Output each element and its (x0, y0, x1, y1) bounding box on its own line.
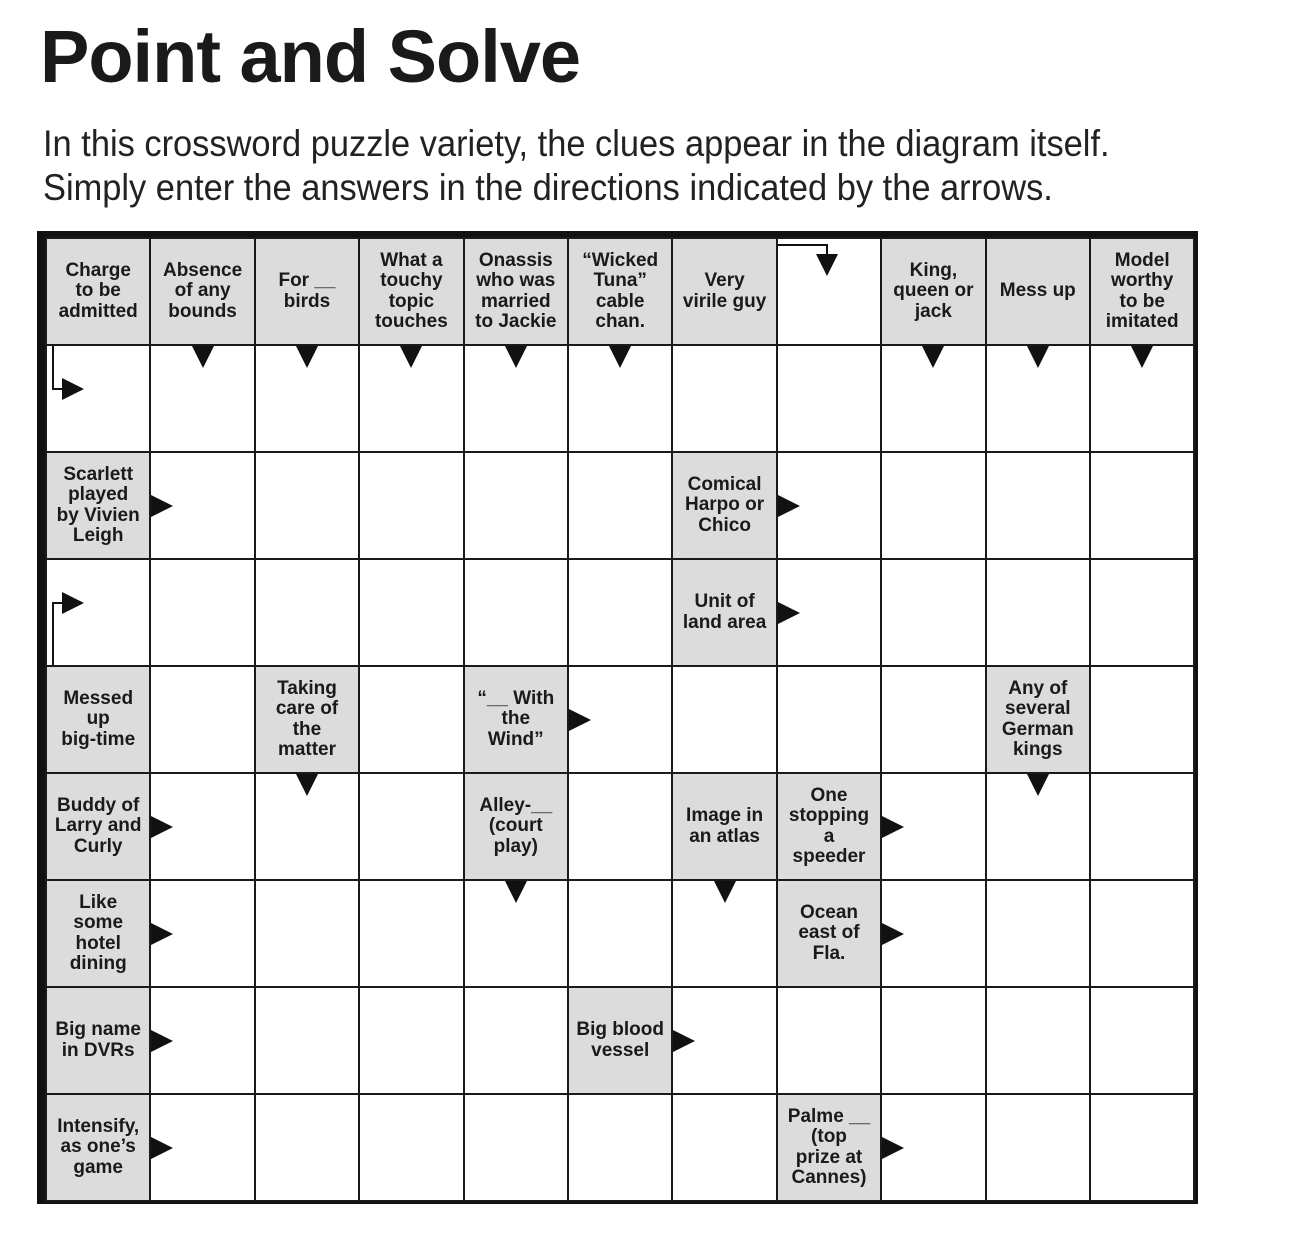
answer-cell[interactable] (985, 558, 1091, 667)
arrow-right-icon (673, 1030, 695, 1052)
clue-label: Messed up big-time (61, 687, 136, 750)
clue-cell (671, 558, 777, 667)
clue-label: Onassis who was married to Jackie (475, 249, 557, 332)
clue-text (673, 774, 775, 879)
answer-cell[interactable] (776, 986, 882, 1095)
answer-cell[interactable] (1089, 772, 1195, 881)
clue-cell (567, 986, 673, 1095)
clue-cell (776, 1093, 882, 1202)
arrow-stem (778, 244, 828, 246)
clue-cell (880, 237, 986, 346)
answer-cell[interactable] (1089, 879, 1195, 988)
answer-cell[interactable] (358, 451, 464, 560)
clue-label: “__ With the Wind” (477, 687, 555, 750)
puzzle-title: Point and Solve (40, 15, 581, 98)
answer-cell[interactable] (358, 665, 464, 774)
clue-cell (463, 237, 569, 346)
answer-cell[interactable] (358, 986, 464, 1095)
clue-cell (45, 665, 151, 774)
clue-cell (776, 772, 882, 881)
clue-cell (1089, 237, 1195, 346)
clue-label: One stopping a speeder (788, 784, 870, 867)
answer-cell[interactable] (880, 451, 986, 560)
answer-cell[interactable] (45, 344, 151, 453)
bent-arrow-down-icon (816, 254, 838, 276)
answer-cell[interactable] (880, 986, 986, 1095)
answer-cell[interactable] (254, 558, 360, 667)
answer-cell[interactable] (1089, 451, 1195, 560)
answer-cell[interactable] (567, 558, 673, 667)
arrow-down-icon (1027, 346, 1049, 368)
clue-text (47, 239, 149, 344)
answer-cell[interactable] (149, 558, 255, 667)
arrow-stem (52, 346, 54, 390)
answer-cell[interactable] (45, 558, 151, 667)
clue-cell (45, 237, 151, 346)
clue-cell (149, 237, 255, 346)
clue-cell (45, 986, 151, 1095)
arrow-right-icon (151, 923, 173, 945)
clue-text (47, 1095, 149, 1200)
clue-cell (671, 451, 777, 560)
clue-text (151, 239, 253, 344)
clue-cell (45, 879, 151, 988)
arrow-down-icon (400, 346, 422, 368)
clue-text (47, 881, 149, 986)
answer-cell[interactable] (463, 558, 569, 667)
arrow-down-icon (714, 881, 736, 903)
clue-text (778, 774, 880, 879)
clue-text (465, 667, 567, 772)
clue-label: For __ birds (278, 270, 336, 312)
answer-cell[interactable] (463, 1093, 569, 1202)
clue-cell (254, 237, 360, 346)
clue-cell (671, 772, 777, 881)
clue-label: Mess up (999, 280, 1076, 302)
bent-arrow-right-icon (62, 592, 84, 614)
arrow-right-icon (151, 1137, 173, 1159)
answer-cell[interactable] (671, 665, 777, 774)
arrow-right-icon (569, 709, 591, 731)
answer-cell[interactable] (567, 1093, 673, 1202)
clue-label: Very virile guy (682, 270, 767, 312)
clue-text (673, 239, 775, 344)
instructions-line-1: In this crossword puzzle variety, the clues appear in the diagram itself. (43, 123, 1110, 164)
clue-label: Absence of any bounds (162, 259, 243, 322)
clue-label: Model worthy to be imitated (1105, 249, 1179, 332)
clue-text (778, 881, 880, 986)
clue-text (987, 667, 1089, 772)
arrow-right-icon (151, 495, 173, 517)
clue-text (569, 988, 671, 1093)
clue-text (1091, 239, 1193, 344)
clue-text (465, 774, 567, 879)
clue-text (360, 239, 462, 344)
answer-cell[interactable] (254, 879, 360, 988)
answer-cell[interactable] (776, 344, 882, 453)
answer-cell[interactable] (463, 986, 569, 1095)
clue-label: “Wicked Tuna” cable chan. (582, 249, 659, 332)
clue-cell (45, 772, 151, 881)
clue-text (465, 239, 567, 344)
clue-text (882, 239, 984, 344)
answer-cell[interactable] (985, 1093, 1091, 1202)
crossword-grid (37, 231, 1198, 1204)
clue-label: Palme __ (top prize at Cannes) (787, 1105, 871, 1188)
answer-cell[interactable] (1089, 986, 1195, 1095)
answer-cell[interactable] (880, 665, 986, 774)
clue-text (47, 453, 149, 558)
answer-cell[interactable] (254, 986, 360, 1095)
answer-cell[interactable] (1089, 558, 1195, 667)
clue-cell (671, 237, 777, 346)
arrow-right-icon (778, 495, 800, 517)
arrow-down-icon (296, 774, 318, 796)
clue-label: Like some hotel dining (69, 891, 127, 974)
arrow-down-icon (505, 881, 527, 903)
clue-text (673, 453, 775, 558)
arrow-down-icon (1131, 346, 1153, 368)
answer-cell[interactable] (985, 879, 1091, 988)
answer-cell[interactable] (671, 1093, 777, 1202)
clue-cell (45, 451, 151, 560)
answer-cell[interactable] (358, 879, 464, 988)
answer-cell[interactable] (776, 665, 882, 774)
clue-cell (45, 1093, 151, 1202)
clue-cell (567, 237, 673, 346)
clue-cell (463, 772, 569, 881)
arrow-down-icon (296, 346, 318, 368)
clue-text (778, 1095, 880, 1200)
arrow-right-icon (151, 1030, 173, 1052)
arrow-right-icon (882, 1137, 904, 1159)
clue-text (47, 988, 149, 1093)
clue-label: Charge to be admitted (58, 259, 138, 322)
answer-cell[interactable] (463, 451, 569, 560)
clue-label: Unit of land area (682, 591, 767, 633)
arrow-stem (52, 602, 54, 665)
answer-cell[interactable] (567, 451, 673, 560)
clue-label: Ocean east of Fla. (798, 901, 860, 964)
clue-cell (776, 879, 882, 988)
bent-arrow-right-icon (62, 378, 84, 400)
clue-cell (254, 665, 360, 774)
arrow-right-icon (882, 923, 904, 945)
answer-cell[interactable] (1089, 1093, 1195, 1202)
answer-cell[interactable] (671, 344, 777, 453)
clue-text (47, 774, 149, 879)
clue-label: King, queen or jack (893, 259, 974, 322)
answer-cell[interactable] (358, 1093, 464, 1202)
clue-text (673, 560, 775, 665)
clue-label: Taking care of the matter (275, 677, 339, 760)
clue-text (47, 667, 149, 772)
arrow-down-icon (922, 346, 944, 368)
answer-cell[interactable] (358, 558, 464, 667)
instructions-line-2: Simply enter the answers in the directions indicated by the arrows. (43, 167, 1053, 208)
clue-cell (985, 237, 1091, 346)
arrow-right-icon (778, 602, 800, 624)
arrow-stem (52, 602, 62, 604)
arrow-down-icon (192, 346, 214, 368)
clue-cell (985, 665, 1091, 774)
answer-cell[interactable] (254, 451, 360, 560)
clue-label: Scarlett played by Vivien Leigh (56, 463, 140, 546)
answer-cell[interactable] (985, 986, 1091, 1095)
clue-label: Comical Harpo or Chico (684, 473, 765, 536)
clue-cell (358, 237, 464, 346)
clue-label: Alley-__ (court play) (479, 794, 553, 857)
clue-cell (463, 665, 569, 774)
clue-text (256, 239, 358, 344)
arrow-stem (826, 244, 828, 254)
clue-label: Any of several German kings (1001, 677, 1074, 760)
clue-label: Big blood vessel (576, 1019, 664, 1061)
clue-label: Image in an atlas (686, 805, 764, 847)
answer-cell[interactable] (1089, 665, 1195, 774)
arrow-right-icon (151, 816, 173, 838)
answer-cell[interactable] (567, 879, 673, 988)
answer-cell[interactable] (254, 1093, 360, 1202)
arrow-stem (52, 388, 62, 390)
clue-label: What a touchy topic touches (374, 249, 448, 332)
arrow-down-icon (1027, 774, 1049, 796)
arrow-down-icon (609, 346, 631, 368)
answer-cell[interactable] (880, 558, 986, 667)
answer-cell[interactable] (985, 451, 1091, 560)
clue-text (987, 239, 1089, 344)
answer-cell[interactable] (358, 772, 464, 881)
clue-label: Big name in DVRs (55, 1019, 141, 1061)
instructions (43, 122, 1110, 210)
clue-label: Buddy of Larry and Curly (54, 794, 142, 857)
clue-label: Intensify, as one’s game (57, 1115, 140, 1178)
clue-text (256, 667, 358, 772)
arrow-right-icon (882, 816, 904, 838)
answer-cell[interactable] (149, 665, 255, 774)
arrow-down-icon (505, 346, 527, 368)
clue-text (569, 239, 671, 344)
answer-cell[interactable] (567, 772, 673, 881)
